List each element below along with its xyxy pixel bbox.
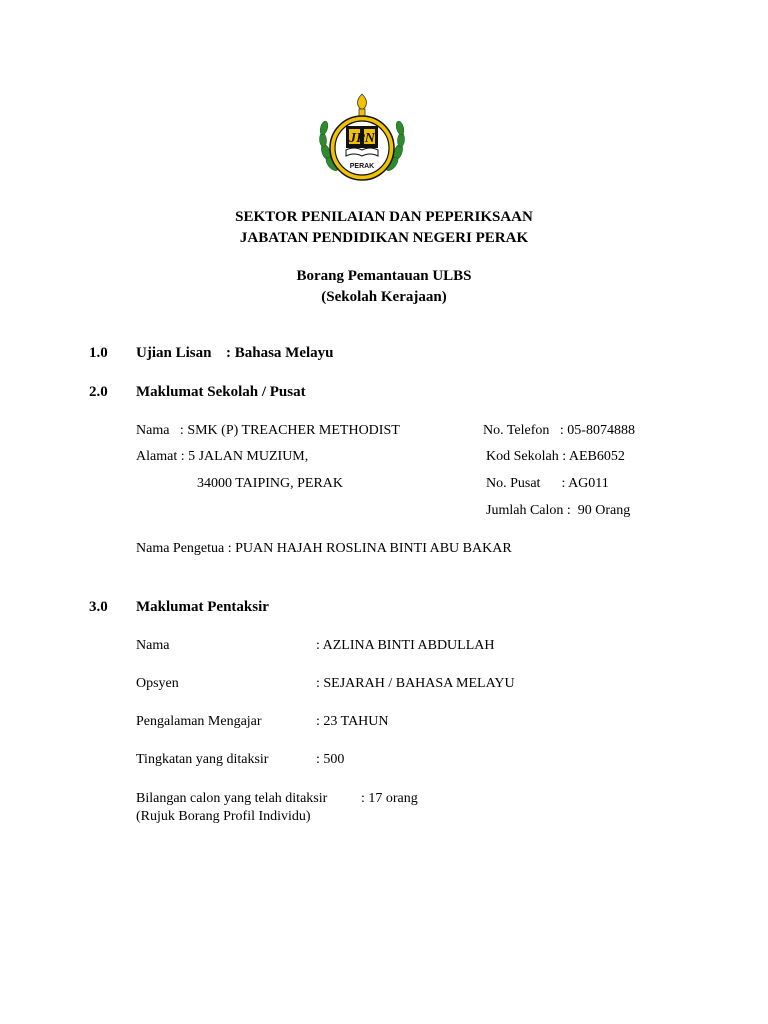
assessed-level-label: Tingkatan yang ditaksir <box>136 752 269 767</box>
school-code: Kod Sekolah : AEB6052 <box>486 449 625 464</box>
assessed-count-label: Bilangan calon yang telah ditaksir <box>136 791 328 806</box>
section-2-title: Maklumat Sekolah / Pusat <box>136 384 306 400</box>
section-1-label: Ujian Lisan <box>136 345 212 361</box>
assessor-name-label: Nama <box>136 638 170 653</box>
section-3-number: 3.0 <box>89 599 108 615</box>
assessor-option-label: Opsyen <box>136 676 179 691</box>
assessed-level-value: : 500 <box>316 752 345 767</box>
form-title: Borang Pemantauan ULBS <box>296 268 472 284</box>
candidate-count: Jumlah Calon : 90 Orang <box>486 503 631 518</box>
school-name: Nama : SMK (P) TREACHER METHODIST <box>136 423 400 438</box>
section-3-title: Maklumat Pentaksir <box>136 599 269 615</box>
section-2-number: 2.0 <box>89 384 108 400</box>
svg-text:JPN: JPN <box>349 131 375 146</box>
assessor-option-value: : SEJARAH / BAHASA MELAYU <box>316 676 515 691</box>
section-1-number: 1.0 <box>89 345 108 361</box>
jpn-perak-logo <box>316 90 408 190</box>
assessor-name-value: : AZLINA BINTI ABDULLAH <box>316 638 495 653</box>
school-phone: No. Telefon : 05-8074888 <box>483 423 635 438</box>
reference-note: (Rujuk Borang Profil Individu) <box>136 809 311 824</box>
teaching-experience-label: Pengalaman Mengajar <box>136 714 262 729</box>
section-1-value: : Bahasa Melayu <box>226 345 334 361</box>
school-address-line1: Alamat : 5 JALAN MUZIUM, <box>136 449 309 464</box>
department-title: JABATAN PENDIDIKAN NEGERI PERAK <box>239 230 529 246</box>
teaching-experience-value: : 23 TAHUN <box>316 714 389 729</box>
department-sector-title: SEKTOR PENILAIAN DAN PEPERIKSAAN <box>235 209 533 225</box>
form-subtitle: (Sekolah Kerajaan) <box>321 289 447 305</box>
principal-name: Nama Pengetua : PUAN HAJAH ROSLINA BINTI ABU BAKAR <box>136 541 512 556</box>
school-address-line2: 34000 TAIPING, PERAK <box>197 476 344 491</box>
svg-text:PERAK: PERAK <box>349 163 375 170</box>
center-number: No. Pusat : AG011 <box>486 476 609 491</box>
assessed-count-value: : 17 orang <box>361 791 418 806</box>
